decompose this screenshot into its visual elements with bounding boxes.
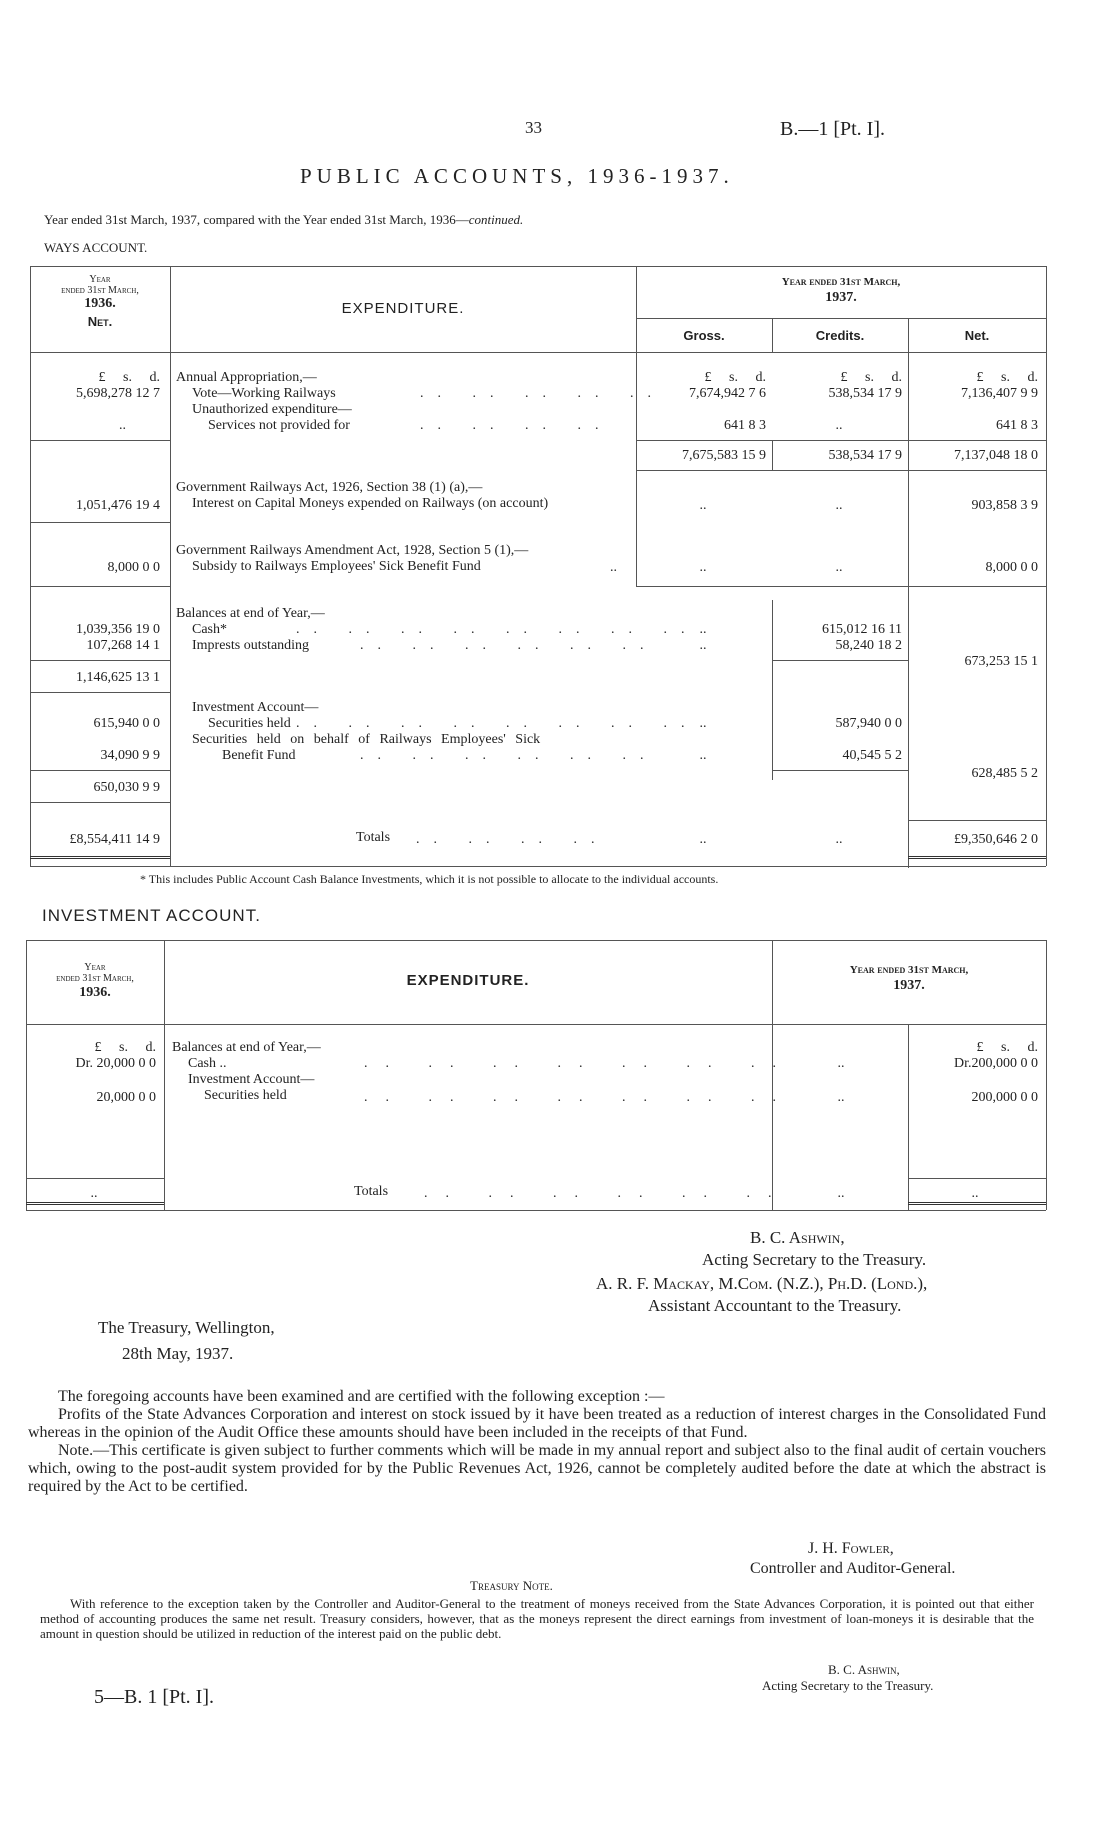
ways-vline (30, 266, 31, 866)
inv-item-balances (172, 1040, 321, 1104)
ways-credit-value: 587,940 0 0 (835, 716, 902, 731)
ways-item-line: Interest on Capital Moneys expended on Railways (on account) (192, 496, 549, 511)
leader-dots: .. .. .. .. .. .. (360, 748, 658, 763)
inv-prev-value: Dr. 20,000 0 0 (75, 1056, 156, 1071)
ways-gross-value: .. (699, 622, 707, 637)
ways-item-line: Vote—Working Railways (192, 386, 336, 401)
ways-vline (636, 266, 637, 586)
ways-gross-value: 7,674,942 7 6 (689, 386, 766, 401)
certificate (28, 1388, 1046, 1496)
ways-net-value: 628,485 5 2 (971, 766, 1038, 781)
signatory-title: Assistant Accountant to the Treasury. (648, 1296, 902, 1315)
ways-net-value: 7,136,407 9 9 (961, 386, 1038, 401)
ways-prev-value: 5,698,278 12 7 (76, 386, 160, 401)
leader-dots: .. .. .. .. .. .. (424, 1186, 790, 1201)
inv-col-1936-l2: ended 31st March, (56, 973, 134, 984)
ways-item-line: Government Railways Act, 1926, Section 38 (1) (a),— (176, 480, 483, 495)
ways-vline (1046, 266, 1047, 866)
ways-credit-value: .. (835, 418, 843, 433)
ways-net-value: 673,253 15 1 (964, 654, 1038, 669)
ways-credit-value: 615,012 16 11 (822, 622, 902, 637)
inv-vline (1046, 940, 1047, 1210)
inv-rule-top (26, 940, 1046, 941)
auditor-title: Controller and Auditor-General. (750, 1560, 956, 1577)
page-title: PUBLIC ACCOUNTS, 1936-1937. (300, 164, 734, 188)
inv-col-expenditure: EXPENDITURE. (406, 972, 530, 989)
ways-item-line: Imprests outstanding (192, 638, 310, 653)
ways-col-1936-l2: ended 31st March, (61, 285, 139, 296)
rule (908, 820, 1046, 821)
ways-col-1936-l1: Year (89, 274, 111, 285)
rule (636, 440, 1046, 441)
subtitle-text: Year ended 31st March, 1937, compared with the Year ended 31st March, 1936— (44, 212, 469, 227)
rule (908, 1178, 1046, 1179)
ways-item-line: Balances at end of Year,— (176, 606, 325, 621)
inv-col-1936-l3: 1936. (79, 985, 111, 1000)
date: 28th May, 1937. (122, 1344, 234, 1363)
signatory-name: A. R. F. Mackay, M.Com. (N.Z.), Ph.D. (Lond.), (596, 1274, 928, 1293)
ways-vline (772, 600, 773, 780)
ways-col-expenditure: EXPENDITURE. (341, 300, 465, 317)
ways-item-line: Securities held on behalf of Railways Employees' Sick (192, 732, 541, 747)
ways-col-gross: Gross. (683, 328, 725, 343)
treasury-note-heading: Treasury Note. (470, 1578, 553, 1593)
page-number: 33 (525, 118, 542, 137)
ways-col-net: Net. (964, 328, 990, 343)
inv-net-total: .. (971, 1186, 979, 1201)
ways-prev-subtotal: 1,146,625 13 1 (76, 670, 160, 685)
ways-gross-value: .. (699, 638, 707, 653)
inv-prev-value: 20,000 0 0 (96, 1090, 156, 1105)
ways-prev-value: 34,090 9 9 (100, 748, 160, 763)
rule (30, 522, 170, 523)
inv-item-line: Cash .. (188, 1056, 227, 1071)
ways-credit-total: .. (835, 832, 843, 847)
inv-mid-value: .. (837, 1090, 845, 1105)
ways-prev-value: 1,051,476 19 4 (76, 498, 160, 513)
ways-col-1936 (30, 274, 170, 332)
ways-credit-value: .. (835, 560, 843, 575)
ways-credit-value: 40,545 5 2 (842, 748, 902, 763)
ways-item-line: Investment Account— (192, 700, 319, 715)
rule (908, 1202, 1046, 1205)
ways-item-line: Annual Appropriation,— (176, 370, 317, 385)
rule (908, 856, 1046, 859)
ways-prev-value: 1,039,356 19 0 (76, 622, 160, 637)
leader-dots: .. .. .. .. .. .. .. (364, 1056, 794, 1071)
ways-vline (772, 440, 773, 470)
ways-rule-head (30, 352, 1046, 353)
auditor-name: J. H. Fowler, (808, 1540, 894, 1557)
inv-lsd: £ s. d. (976, 1040, 1038, 1055)
inv-col-1936-l1: Year (84, 962, 106, 973)
inv-mid-total: .. (837, 1186, 845, 1201)
rule (26, 1178, 164, 1179)
ways-col-1937-year: 1937. (825, 290, 857, 305)
inv-vline (908, 1024, 909, 1210)
inv-rule-head (26, 1024, 1046, 1025)
ways-net-subtotal: 7,137,048 18 0 (954, 448, 1038, 463)
ways-credit-value: 538,534 17 9 (828, 386, 902, 401)
ways-credit-value: 58,240 18 2 (835, 638, 902, 653)
ways-net-value: 8,000 0 0 (985, 560, 1038, 575)
rule (30, 866, 1046, 867)
inv-prev-total: .. (90, 1186, 98, 1201)
ways-prev-subtotal: 650,030 9 9 (93, 780, 160, 795)
footer-reference: 5—B. 1 [Pt. I]. (94, 1686, 214, 1708)
inv-net-value: 200,000 0 0 (971, 1090, 1038, 1105)
ways-gross-subtotal: 7,675,583 15 9 (682, 448, 766, 463)
ways-rule-sub (636, 318, 1046, 319)
rule (30, 802, 170, 803)
ways-net-value: 903,858 3 9 (971, 498, 1038, 513)
page-reference: B.—1 [Pt. I]. (780, 118, 885, 140)
inv-item-line: Securities held (204, 1088, 287, 1103)
ways-item-interest (176, 480, 548, 512)
leader-dots: .. .. .. .. .. (420, 386, 665, 401)
inv-item-line: Balances at end of Year,— (172, 1040, 321, 1055)
inv-net-value: Dr.200,000 0 0 (954, 1056, 1038, 1071)
rule (636, 586, 1046, 587)
ways-prev-value: 8,000 0 0 (107, 560, 160, 575)
ways-col-credits: Credits. (815, 328, 865, 343)
ways-col-1937: Year ended 31st March, (781, 276, 901, 288)
ways-prev-value: 615,940 0 0 (93, 716, 160, 731)
section-ways: WAYS ACCOUNT. (44, 240, 148, 255)
ways-credit-subtotal: 538,534 17 9 (828, 448, 902, 463)
ways-item-appropriation (176, 370, 352, 434)
ways-item-line: Services not provided for (208, 418, 350, 433)
leader-dots: .. (610, 560, 617, 575)
ways-gross-value: 641 8 3 (724, 418, 766, 433)
rule (772, 770, 908, 771)
ways-lsd: £ s. d. (704, 370, 766, 385)
inv-lsd: £ s. d. (94, 1040, 156, 1055)
place: The Treasury, Wellington, (98, 1318, 275, 1337)
ways-gross-value: .. (699, 560, 707, 575)
rule (30, 440, 170, 441)
rule (26, 1202, 164, 1205)
signatory-title: Acting Secretary to the Treasury. (702, 1250, 927, 1269)
ways-gross-value: .. (699, 716, 707, 731)
section-investment: INVESTMENT ACCOUNT. (42, 906, 261, 925)
ways-lsd: £ s. d. (976, 370, 1038, 385)
ways-col-1936-l4: Net. (87, 314, 113, 329)
certificate-paragraph: Note.—This certificate is given subject to further comments which will be made in my annual report and subject also to the final audit of certain vouchers which, owing to the post-audit system provided for by the Public Revenues Act, 1926, cannot be completely audited before the date at which the abstract is required by the Act to be certified. (28, 1442, 1046, 1495)
ways-vline (170, 266, 171, 866)
leader-dots: .. .. .. .. .. .. (360, 638, 658, 653)
treasury-note-signer-title: Acting Secretary to the Treasury. (762, 1678, 934, 1693)
rule (30, 692, 170, 693)
ways-item-line: Cash* (192, 622, 227, 637)
ways-item-line: Subsidy to Railways Employees' Sick Benefit Fund (192, 559, 481, 574)
ways-lsd: £ s. d. (840, 370, 902, 385)
ways-gross-value: .. (699, 748, 707, 763)
subtitle (44, 212, 523, 228)
ways-col-1936-l3: 1936. (84, 296, 116, 311)
leader-dots: .. .. .. .. .. .. .. .. (296, 716, 699, 731)
inv-col-1937: Year ended 31st March, (849, 964, 969, 976)
ways-vline (908, 318, 909, 868)
ways-item-line: Unauthorized expenditure— (192, 402, 352, 417)
ways-rule-top (30, 266, 1046, 267)
ways-totals-label: Totals (356, 830, 391, 845)
inv-totals-label: Totals (354, 1184, 389, 1199)
ways-prev-value: 107,268 14 1 (86, 638, 160, 653)
certificate-paragraph: Profits of the State Advances Corporation and interest on stock issued by it have been treated as a reduction of interest charges in the Consolidated Fund whereas in the opinion of the Audit Office these amounts should have been included in the receipts of that Fund. (28, 1406, 1046, 1441)
ways-item-line: Government Railways Amendment Act, 1928, Section 5 (1),— (176, 543, 529, 558)
rule (30, 660, 170, 661)
treasury-note-signer: B. C. Ashwin, (828, 1662, 900, 1677)
ways-prev-total: £8,554,411 14 9 (69, 832, 160, 847)
rule (636, 470, 1046, 471)
rule (30, 770, 170, 771)
rule (30, 586, 170, 587)
ways-prev-value: .. (119, 418, 126, 433)
certificate-paragraph: The foregoing accounts have been examined and are certified with the following exception :— (58, 1388, 665, 1405)
ways-lsd: £ s. d. (98, 370, 160, 385)
ways-net-value: 641 8 3 (996, 418, 1038, 433)
ways-item-line: Securities held (208, 716, 291, 731)
signatory-name: B. C. Ashwin, (750, 1228, 845, 1247)
leader-dots: .. .. .. .. .. .. .. (364, 1090, 794, 1105)
ways-gross-total: .. (699, 832, 707, 847)
leader-dots: .. .. .. .. .. .. .. .. (296, 622, 699, 637)
treasury-note-text: With reference to the exception taken by the Controller and Auditor-General to the treatment of moneys received from the State Advances Corporation, it is pointed out that either method of accounting produces the same net result. Treasury considers, however, that as the moneys represent the direct earnings from investment of loan-moneys it is desirable that the amount in question should be utilized in reduction of the interest paid on the public debt. (40, 1596, 1034, 1641)
ways-footnote: * This includes Public Account Cash Balance Investments, which it is not possible to allocate to the individual accounts. (140, 872, 719, 886)
rule (26, 1210, 1046, 1211)
ways-item-line: Benefit Fund (222, 748, 296, 763)
inv-col-1937-year: 1937. (893, 978, 925, 993)
leader-dots: .. .. .. .. (416, 832, 609, 847)
inv-item-line: Investment Account— (188, 1072, 315, 1087)
ways-gross-value: .. (699, 498, 707, 513)
rule (30, 856, 170, 859)
leader-dots: .. .. .. .. (420, 418, 613, 433)
inv-mid-value: .. (837, 1056, 845, 1071)
inv-col-1936 (26, 962, 164, 1001)
ways-item-subsidy (176, 543, 528, 575)
ways-credit-value: .. (835, 498, 843, 513)
subtitle-continued: continued. (468, 212, 524, 227)
ways-net-total: £9,350,646 2 0 (954, 832, 1038, 847)
rule (772, 660, 908, 661)
